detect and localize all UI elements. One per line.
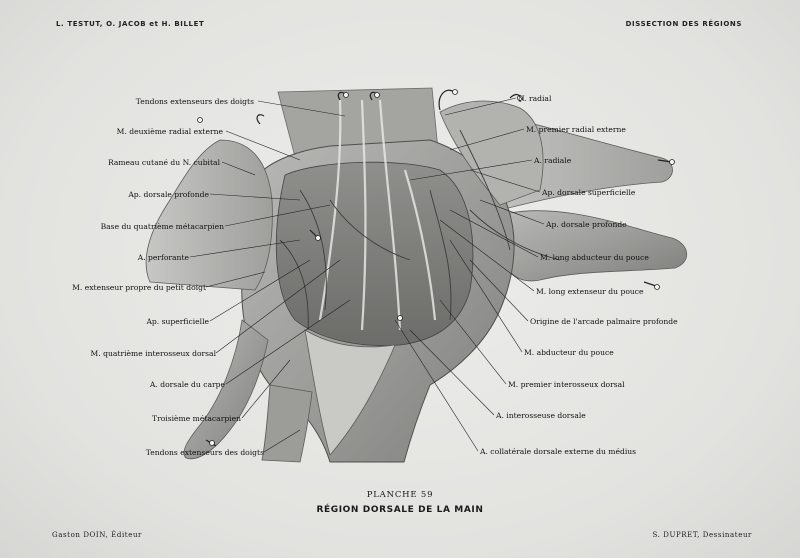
label-ap-superficielle: Ap. superficielle — [146, 317, 209, 326]
ring-finger — [262, 385, 312, 462]
section-header: DISSECTION DES RÉGIONS — [625, 20, 742, 28]
label-rameau-cutane-cubital: Rameau cutané du N. cubital — [107, 158, 220, 167]
label-ap-dorsale-superficielle: Ap. dorsale superficielle — [542, 188, 636, 197]
label-long-abducteur-pouce: M. long abducteur du pouce — [540, 253, 649, 262]
label-n-radial: N. radial — [518, 94, 552, 103]
label-quatrieme-interosseux: M. quatrième interosseux dorsal — [90, 349, 216, 358]
label-extenseur-petit-doigt: M. extenseur propre du petit doigt — [72, 283, 206, 292]
artist-credit: S. DUPRET, Dessinateur — [652, 531, 752, 539]
label-premier-interosseux: M. premier interosseux dorsal — [508, 380, 625, 389]
label-a-radiale: A. radiale — [534, 156, 572, 165]
plate-title: RÉGION DORSALE DE LA MAIN — [316, 505, 484, 515]
label-arcade-palmaire-profonde: Origine de l'arcade palmaire profonde — [530, 317, 678, 326]
label-deuxieme-radial-externe: M. deuxième radial externe — [116, 127, 223, 136]
label-collaterale-medius: A. collatérale dorsale externe du médius — [480, 447, 637, 456]
label-a-interosseuse-dorsale: A. interosseuse dorsale — [496, 411, 586, 420]
label-a-dorsale-carpe: A. dorsale du carpe — [149, 380, 225, 389]
label-tendons-extenseurs-top: Tendons extenseurs des doigts — [135, 97, 254, 106]
deep-dissection-field — [276, 162, 473, 345]
little-finger — [184, 320, 268, 459]
label-base-quatrieme-metacarpien: Base du quatrième métacarpien — [100, 222, 224, 231]
label-troisieme-metacarpien: Troisième métacarpien — [152, 414, 241, 423]
label-ap-dorsale-profonde-left: Ap. dorsale profonde — [128, 190, 209, 199]
authors-header: L. TESTUT, O. JACOB et H. BILLET — [56, 20, 205, 28]
label-tendons-extenseurs-bottom: Tendons extenseurs des doigts — [145, 448, 264, 457]
publisher-credit: Gaston DOIN, Éditeur — [52, 531, 143, 539]
label-premier-radial-externe: M. premier radial externe — [526, 125, 626, 134]
label-ap-dorsale-profonde-right: Ap. dorsale profonde — [546, 220, 627, 229]
label-abducteur-pouce: M. abducteur du pouce — [524, 348, 614, 357]
label-long-extenseur-pouce: M. long extenseur du pouce — [536, 287, 644, 296]
label-a-perforante: A. perforante — [137, 253, 189, 262]
plate-number: PLANCHE 59 — [366, 490, 434, 500]
